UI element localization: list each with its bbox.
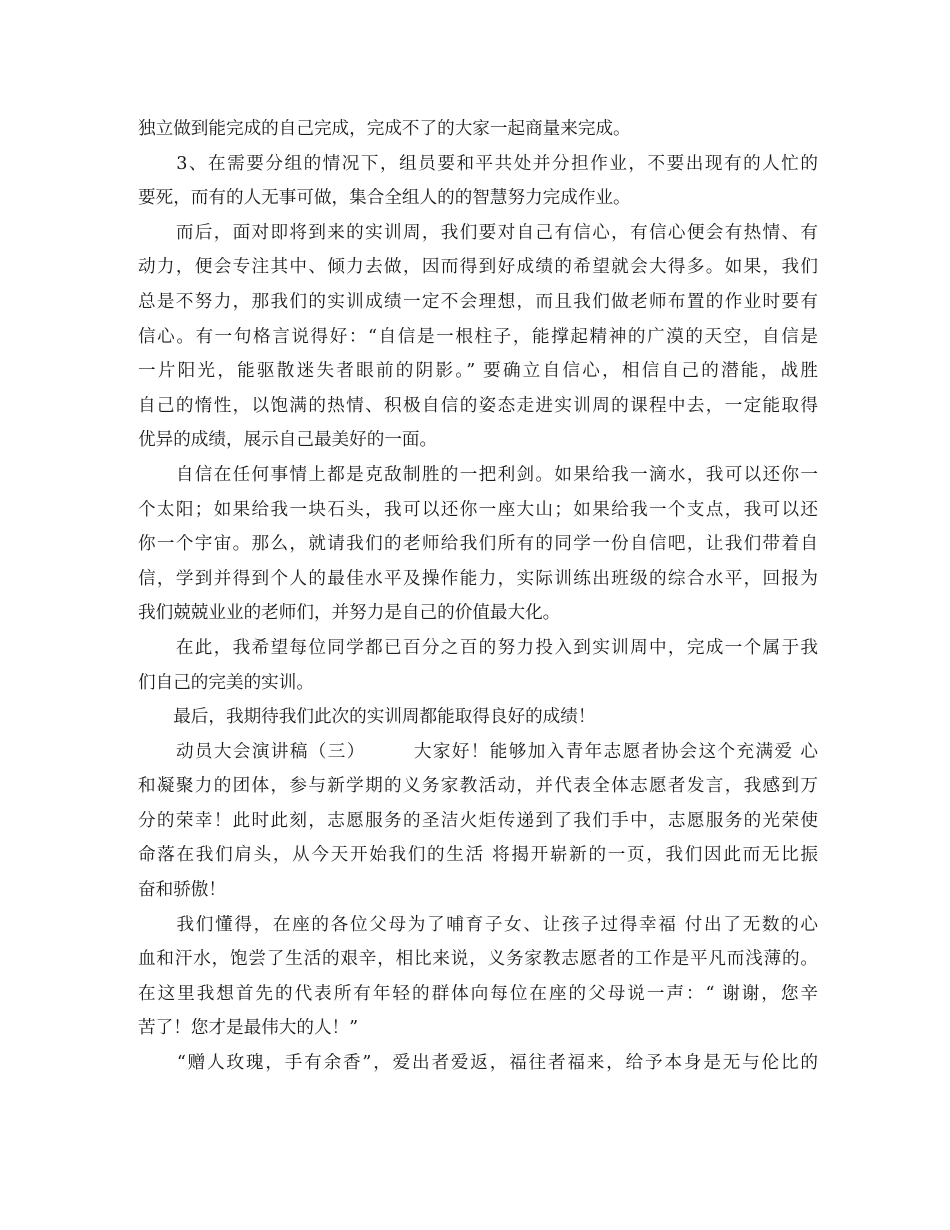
text-line: 个太阳；如果给我一块石头，我可以还你一座大山；如果给我一个支点，我可以还	[138, 499, 818, 520]
text-line: 动员大会演讲稿（三） 大家好！能够加入青年志愿者协会这个充满爱 心	[138, 741, 818, 762]
text-line: 奋和骄傲！	[138, 880, 226, 901]
text-line: 我们懂得，在座的各位父母为了哺育子女、让孩子过得幸福 付出了无数的心	[138, 914, 818, 935]
text-line: 们自己的完美的实训。	[138, 672, 314, 693]
text-line: 信心。有一句格言说得好：“自信是一根柱子，能撑起精神的广漠的天空，自信是	[138, 326, 818, 347]
text-line: 要死，而有的人无事可做，集合全组人的的智慧努力完成作业。	[138, 188, 631, 209]
text-line: 你一个宇宙。那么，就请我们的老师给我们所有的同学一份自信吧，让我们带着自	[138, 534, 818, 555]
text-line: 动力，便会专注其中、倾力去做，因而得到好成绩的希望就会大得多。如果，我们	[138, 257, 818, 278]
text-line: 在此，我希望每位同学都已百分之百的努力投入到实训周中，完成一个属于我	[138, 637, 818, 658]
text-line: 总是不努力，那我们的实训成绩一定不会理想，而且我们做老师布置的作业时要有	[138, 291, 818, 312]
text-line: “赠人玫瑰，手有余香”，爱出者爱返，福往者福来，给予本身是无与伦比的	[138, 1053, 818, 1074]
text-line: 和凝聚力的团体，参与新学期的义务家教活动，并代表全体志愿者发言，我感到万	[138, 776, 818, 797]
text-line: 最后，我期待我们此次的实训周都能取得良好的成绩！	[138, 707, 596, 728]
text-line: 自己的惰性，以饱满的热情、积极自信的姿态走进实训周的课程中去，一定能取得	[138, 395, 818, 416]
text-line: 血和汗水，饱尝了生活的艰辛，相比来说，义务家教志愿者的工作是平凡而浅薄的。	[138, 949, 818, 970]
text-line: 独立做到能完成的自己完成，完成不了的大家一起商量来完成。	[138, 119, 631, 139]
text-line: 在这里我想首先的代表所有年轻的群体向每位在座的父母说一声：“ 谢谢，您辛	[138, 983, 818, 1004]
body-text	[138, 112, 818, 1081]
text-line: 一片阳光，能驱散迷失者眼前的阴影。” 要确立自信心，相信自己的潜能，战胜	[138, 361, 818, 382]
text-line: 优异的成绩，展示自己最美好的一面。	[138, 430, 438, 451]
text-line: 我们兢兢业业的老师们，并努力是自己的价值最大化。	[138, 603, 561, 624]
text-line: 而后，面对即将到来的实训周，我们要对自己有信心，有信心便会有热情、有	[138, 222, 818, 243]
text-line: 命落在我们肩头，从今天开始我们的生活 将揭开崭新的一页，我们因此而无比振	[138, 845, 818, 866]
text-line: 信，学到并得到个人的最佳水平及操作能力，实际训练出班级的综合水平，回报为	[138, 568, 818, 589]
text-line: 分的荣幸！此时此刻，志愿服务的圣洁火炬传递到了我们手中，志愿服务的光荣使	[138, 810, 818, 831]
text-line: 苦了！您才是最伟大的人！”	[138, 1018, 359, 1039]
text-line: 3、在需要分组的情况下，组员要和平共处并分担作业，不要出现有的人忙的	[138, 153, 818, 174]
text-line: 自信在任何事情上都是克敌制胜的一把利剑。如果给我一滴水，我可以还你一	[138, 464, 818, 485]
